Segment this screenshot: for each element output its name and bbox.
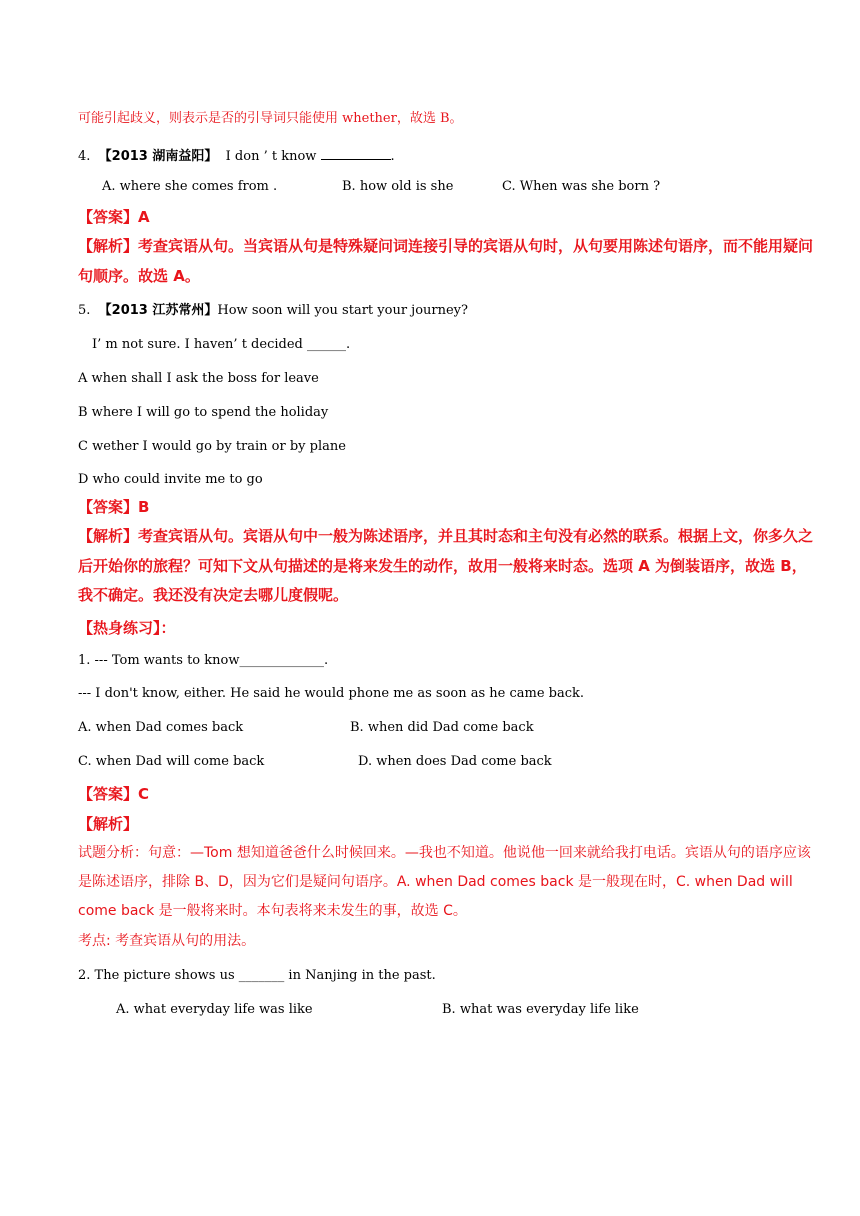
warmup-q1-answer-value: C [138, 785, 150, 803]
q4-option-b: B. how old is she [342, 179, 454, 194]
warmup-q1-analysis-label: 【解析】 [78, 815, 139, 833]
q5-reply: I’ m not sure. I haven’ t decided ______. [92, 337, 351, 352]
q5-option-a: A when shall I ask the boss for leave [78, 371, 319, 386]
warmup-q1-kaodian: 考点: 考查宾语从句的用法。 [78, 933, 256, 949]
warmup-q1-analysis: 试题分析：句意：—Tom 想知道爸爸什么时候回来。—我也不知道。他说他一回来就给我打电话。宾语从句的语序应该是陈述语序，排除 B、D，因为它们是疑问句语序。A. when Dad comes back 是一般现在时，C. when Dad will come back 是一般将来时。本句表将来未发生的事，故选 C。 [78, 845, 811, 919]
warmup-q1-option-a: A. when Dad comes back [78, 720, 244, 735]
q4-analysis-text: 考查宾语从句。当宾语从句是特殊疑问词连接引导的宾语从句时，从句要用陈述句语序，而不能用疑问句顺序。故选 A。 [78, 237, 814, 285]
warmup-q1-answer [78, 784, 149, 804]
q5-option-c: C wether I would go by train or by plane [78, 439, 346, 454]
q4-answer [78, 207, 150, 227]
q5-option-d: D who could invite me to go [78, 472, 263, 487]
intro-line: 可能引起歧义，则表示是否的引导词只能使用 whether，故选 B。 [78, 111, 463, 126]
q4-blank-tail: . [390, 149, 395, 164]
q4-stem-line [78, 145, 395, 166]
q4-stem: I don ’ t know [225, 149, 317, 164]
q4-source: 【2013 湖南益阳】 [98, 149, 218, 164]
warmup-heading: 【热身练习】： [78, 619, 176, 637]
warmup-q2-line1: 2. The picture shows us _______ in Nanjing in the past. [78, 968, 436, 983]
warmup-q1-line2: --- I don't know, either. He said he would phone me as soon as he came back. [78, 686, 585, 701]
q5-answer-value: B [138, 498, 150, 516]
q4-option-a: A. where she comes from . [102, 179, 278, 194]
q5-number: 5. [78, 303, 91, 318]
q5-stem: How soon will you start your journey? [217, 303, 468, 318]
q4-analysis [78, 232, 818, 291]
q5-analysis-text: 考查宾语从句。宾语从句中一般为陈述语序，并且其时态和主句没有必然的联系。根据上文，你多久之后开始你的旅程？可知下文从句描述的是将来发生的动作，故用一般将来时态。选项 A 为倒装语序，故选 B，我不确定。我还没有决定去哪儿度假呢。 [78, 527, 814, 604]
warmup-q1-option-b: B. when did Dad come back [350, 720, 534, 735]
warmup-q1-option-c: C. when Dad will come back [78, 754, 265, 769]
q5-stem-line [78, 302, 468, 320]
q4-blank [321, 145, 391, 160]
q5-answer-label: 【答案】 [78, 498, 139, 516]
q4-answer-value: A [138, 208, 150, 226]
q5-analysis [78, 522, 818, 611]
warmup-q2-option-b: B. what was everyday life like [442, 1002, 639, 1017]
warmup-q2-option-a: A. what everyday life was like [116, 1002, 313, 1017]
warmup-q1-option-d: D. when does Dad come back [358, 754, 552, 769]
warmup-q1-line1: 1. --- Tom wants to know_____________. [78, 653, 329, 668]
q4-option-c: C. When was she born ? [502, 179, 661, 194]
q4-number: 4. [78, 149, 91, 164]
q4-answer-label: 【答案】 [78, 208, 139, 226]
q5-answer [78, 497, 149, 517]
q4-analysis-label: 【解析】 [78, 237, 139, 255]
q5-option-b: B where I will go to spend the holiday [78, 405, 329, 420]
q5-analysis-label: 【解析】 [78, 527, 139, 545]
warmup-q1-answer-label: 【答案】 [78, 785, 139, 803]
q5-source: 【2013 江苏常州】 [98, 303, 218, 318]
